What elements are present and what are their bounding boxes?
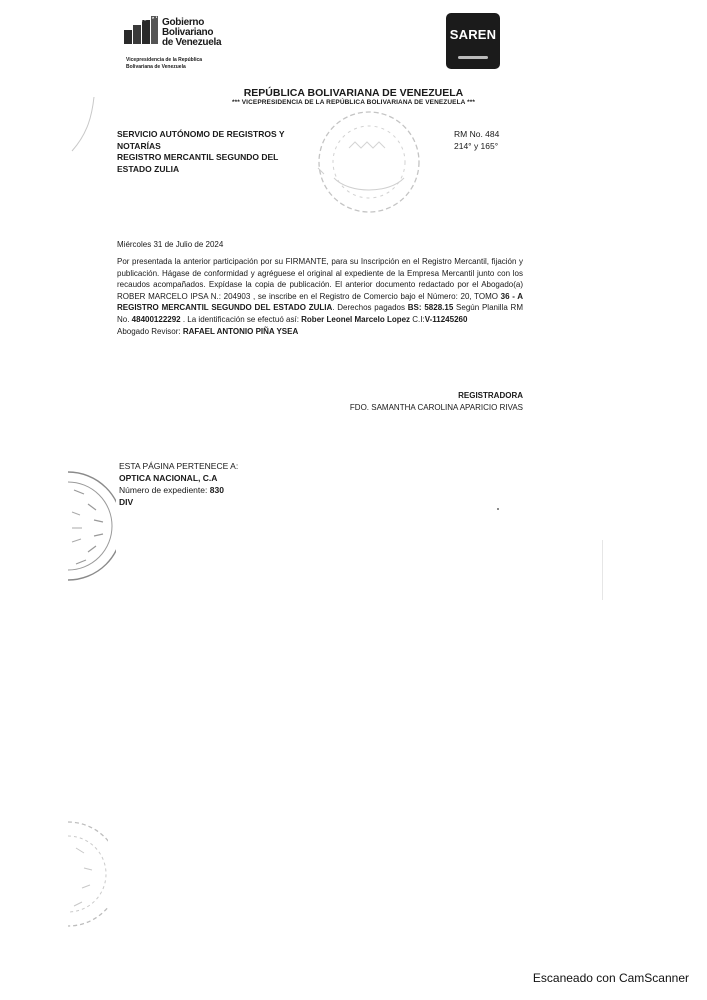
bottom-edge-seal-stamp [68,818,108,930]
camscanner-credit: Escaneado con CamScanner [532,971,689,985]
reviewer-name: RAFAEL ANTONIO PIÑA YSEA [182,326,299,336]
office-line-4: ESTADO ZULIA [117,163,180,174]
left-edge-seal-stamp [68,468,116,584]
signature-name: FDO. SAMANTHA CAROLINA APARICIO RIVAS [349,403,523,412]
office-line-1: SERVICIO AUTÓNOMO DE REGISTROS Y [117,129,285,139]
rm-block [454,129,499,152]
scan-margin-line [602,540,603,600]
body-paragraph [117,256,523,337]
tomo-text: 36 - A REGISTRO MERCANTIL SEGUNDO DEL ESTADO ZULIA [117,291,523,313]
reviewer-label: Abogado Revisor: [117,326,183,336]
signature-block [350,390,523,414]
registry-seal-stamp [314,108,424,216]
body-text-1: Por presentada la anterior participación por su FIRMANTE, para su Inscripción en el Registro Mercantil, fijación y publicación. Hágase de conformidad y agréguese el original al expediente de la Empresa Mercantil junto con los recaudos acompañados. Expídase la copia de publicación. El anterior documento redactado por el Abogado(a) ROBER MARCELO IPSA N.: 204903 , se inscribe en el Registro de Comercio bajo el Número: 20, TOMO [117,257,523,301]
gov-logo-sub-2: Bolivariana de Venezuela [126,64,186,70]
expediente-line [119,484,238,496]
gov-logo-line-3: de Venezuela [162,37,222,48]
scan-speck [497,508,499,510]
document-title: REPÚBLICA BOLIVARIANA DE VENEZUELA [243,87,464,99]
office-line-2: NOTARÍAS [117,140,161,151]
company-name: OPTICA NACIONAL, C.A [119,473,218,483]
rm-number: RM No. 484 [454,129,500,139]
div-label: DIV [119,497,134,507]
ci-number: V-11245260 [424,314,468,324]
document-date: Miércoles 31 de Julio de 2024 [117,240,224,249]
belongs-block [119,460,238,508]
gobierno-bolivariano-logo [124,14,234,74]
belongs-label: ESTA PÁGINA PERTENECE A: [119,461,239,471]
scan-margin-mark [68,95,98,155]
office-block [117,129,285,175]
saren-logo-bar [458,56,488,59]
planilla-number: 48400122292 [131,314,181,324]
expediente-label: Número de expediente: [119,485,210,495]
body-text-5: C.I: [410,314,425,324]
signature-role: REGISTRADORA [458,391,523,400]
gov-logo-line-1: Gobierno [162,17,205,28]
saren-logo-text: SAREN [449,27,497,42]
body-text-2: . Derechos pagados [332,303,408,313]
office-line-3: REGISTRO MERCANTIL SEGUNDO DEL [117,152,279,162]
rm-values: 214° y 165° [454,140,499,151]
body-text-4: . La identificación se efectuó así: [180,314,302,324]
expediente-number: 830 [209,485,224,495]
identified-person: Rober Leonel Marcelo Lopez [301,314,411,324]
gov-logo-sub-1: Vicepresidencia de la República [126,57,203,63]
gov-logo-line-2: Bolivariano [162,27,214,38]
document-subtitle: *** VICEPRESIDENCIA DE LA REPÚBLICA BOLIVARIANA DE VENEZUELA *** [231,99,476,106]
saren-logo [446,13,500,69]
body-text-3: Según Planilla RM No. [117,303,523,324]
bs-amount: BS: 5828.15 [407,303,454,313]
gobierno-emblem-icon [124,16,158,46]
